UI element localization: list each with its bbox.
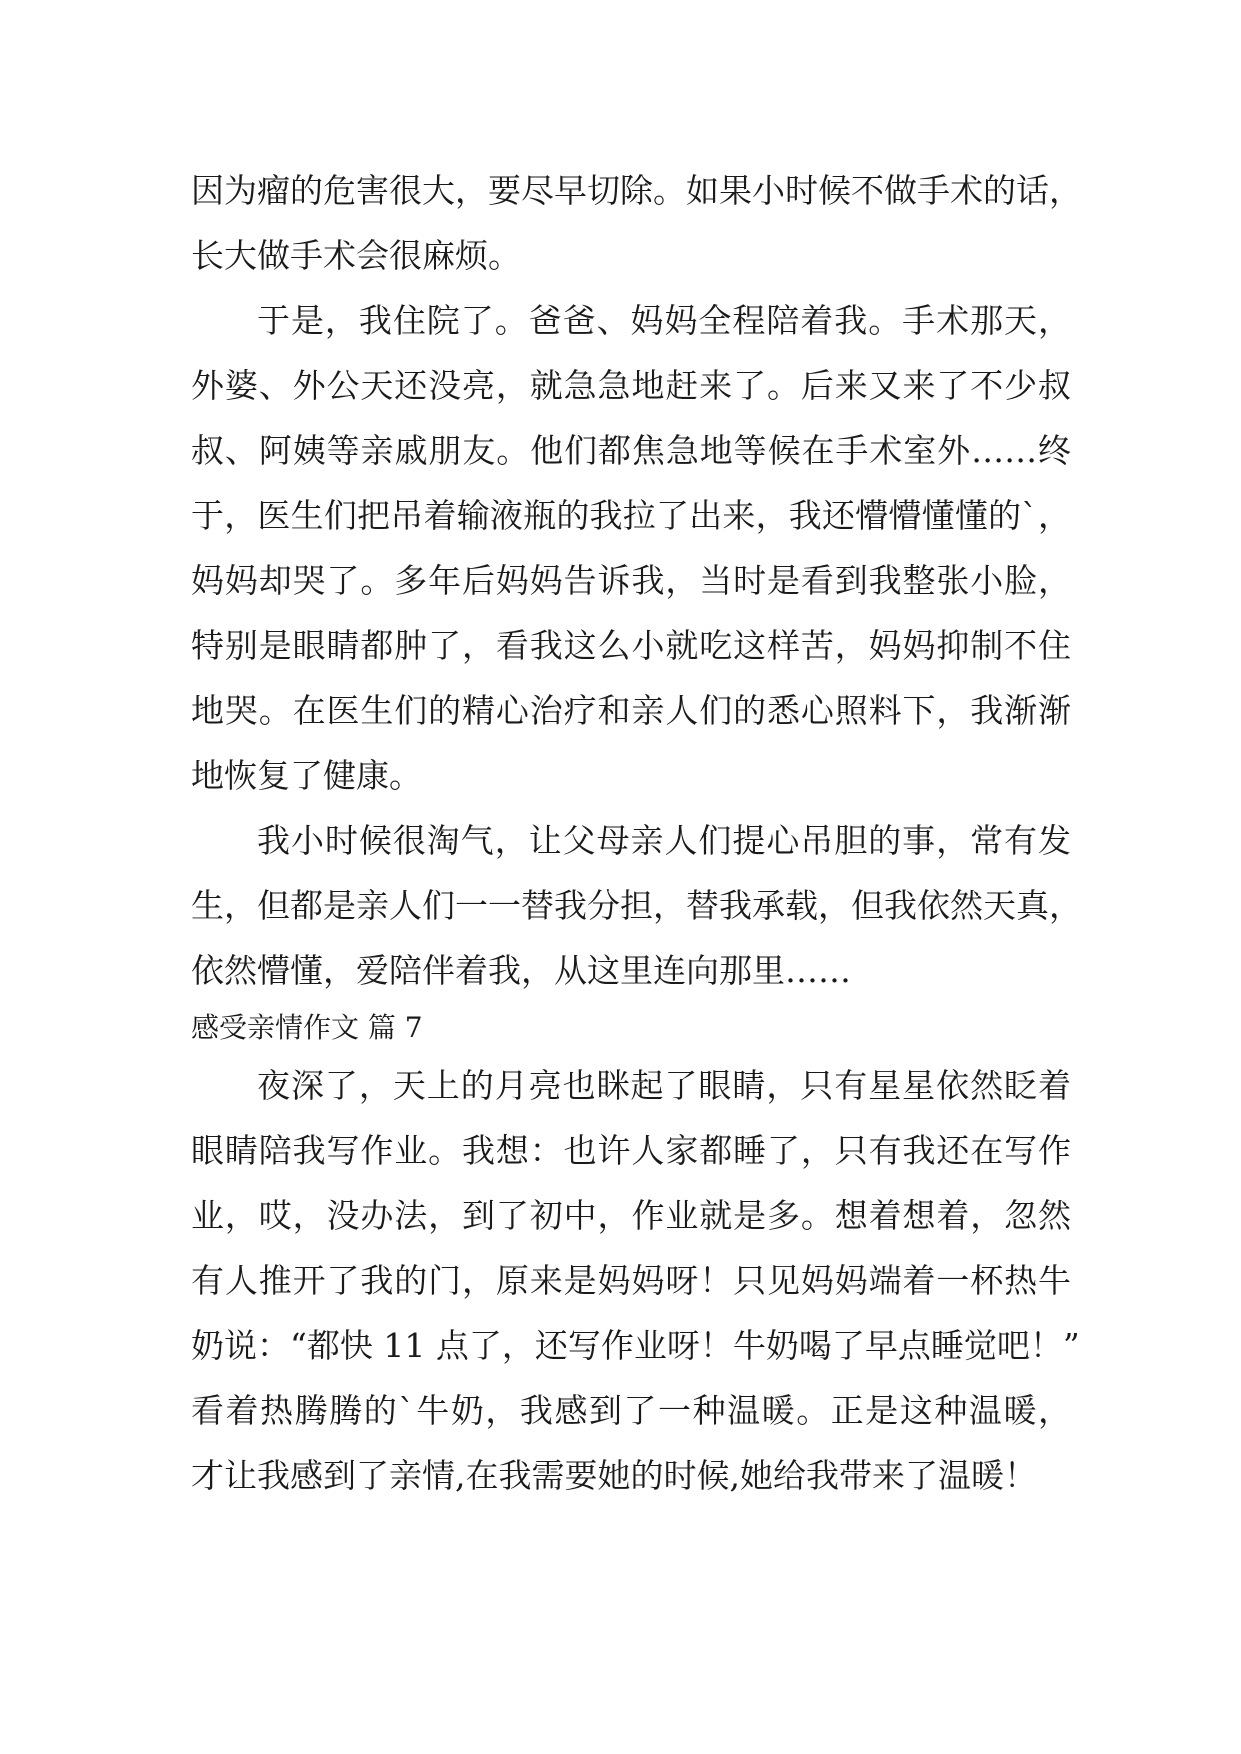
text-line: 业，哎，没办法，到了初中，作业就是多。想着想着，忽然 [191,1196,1071,1235]
text-line: 妈妈却哭了。多年后妈妈告诉我，当时是看到我整张小脸， [191,561,1071,600]
text-line: 才让我感到了亲情,在我需要她的时候,她给我带来了温暖！ [191,1456,1037,1495]
text-line: 长大做手术会很麻烦。 [191,236,521,275]
text-line: 生，但都是亲人们一一替我分担，替我承载，但我依然天真， [191,886,1082,925]
text-line: 奶说：“都快 11 点了，还写作业呀！牛奶喝了早点睡觉吧！” [191,1326,1080,1365]
text-line: 因为瘤的危害很大，要尽早切除。如果小时候不做手术的话， [191,171,1082,210]
text-line: 于是，我住院了。爸爸、妈妈全程陪着我。手术那天， [257,301,1071,340]
text-line: 依然懵懂，爱陪伴着我，从这里连向那里…… [191,951,851,990]
text-line: 夜深了，天上的月亮也眯起了眼睛，只有星星依然眨着 [257,1066,1071,1105]
text-line: 叔、阿姨等亲戚朋友。他们都焦急地等候在手术室外……终 [191,431,1071,470]
text-line: 看着热腾腾的`牛奶，我感到了一种温暖。正是这种温暖， [191,1391,1071,1430]
paragraph-childhood [191,808,1082,1003]
text-line: 地恢复了健康。 [191,756,422,795]
text-line: 眼睛陪我写作业。我想：也许人家都睡了，只有我还在写作 [191,1131,1071,1170]
text-line: 我小时候很淘气，让父母亲人们提心吊胆的事，常有发 [257,821,1071,860]
paragraph-continued [191,158,1082,288]
text-line: 特别是眼睛都肿了，看我这么小就吃这样苦，妈妈抑制不住 [191,626,1071,665]
text-line: 外婆、外公天还没亮，就急急地赶来了。后来又来了不少叔 [191,366,1071,405]
paragraph-section-7 [191,1053,1080,1508]
text-line: 地哭。在医生们的精心治疗和亲人们的悉心照料下，我渐渐 [191,691,1071,730]
document-page [191,158,1082,1508]
section-heading: 感受亲情作文 篇 7 [191,1011,423,1044]
text-line: 于，医生们把吊着输液瓶的我拉了出来，我还懵懵懂懂的`， [191,496,1071,535]
text-line: 有人推开了我的门，原来是妈妈呀！只见妈妈端着一杯热牛 [191,1261,1071,1300]
paragraph-hospital [191,288,1071,808]
